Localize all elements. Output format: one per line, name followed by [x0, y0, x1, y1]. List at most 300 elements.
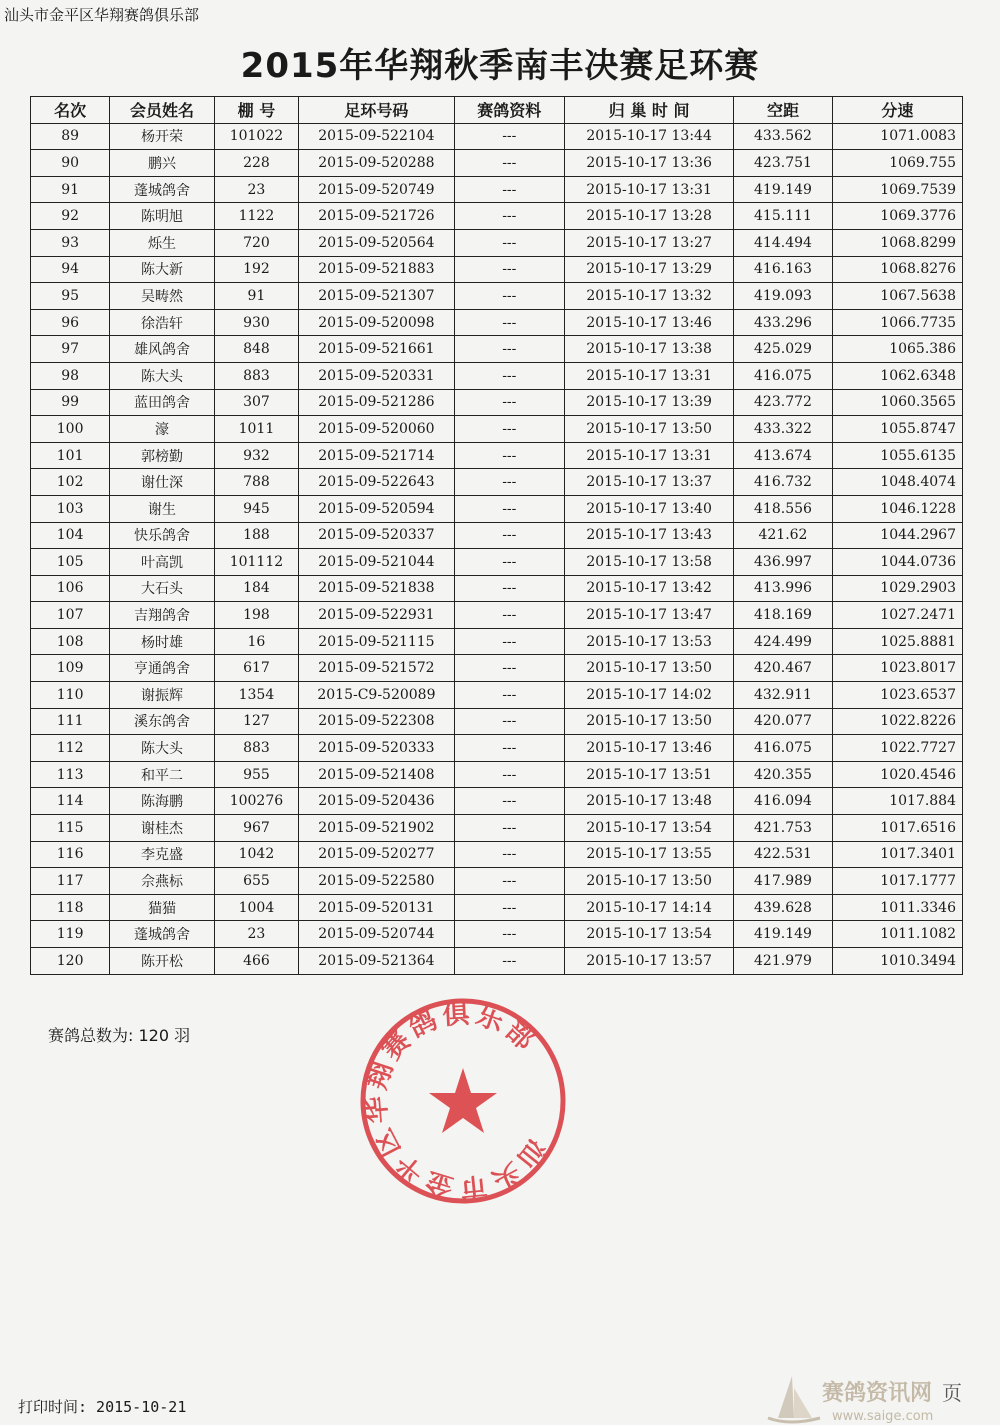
speed-cell: 1046.1228	[832, 495, 962, 522]
arrival-time-cell: 2015-10-17 13:46	[564, 309, 733, 336]
rank-cell: 89	[31, 123, 110, 150]
pigeon-info-cell: ---	[454, 256, 564, 283]
distance-cell: 416.094	[734, 788, 832, 815]
distance-cell: 421.979	[734, 948, 832, 975]
ring-number-cell: 2015-09-520749	[299, 176, 454, 203]
speed-cell: 1029.2903	[832, 575, 962, 602]
distance-cell: 425.029	[734, 336, 832, 363]
member-name-cell: 杨开荣	[110, 123, 214, 150]
table-row	[31, 682, 963, 709]
ring-number-cell: 2015-09-520436	[299, 788, 454, 815]
column-header-rank: 名次	[31, 97, 110, 124]
arrival-time-cell: 2015-10-17 13:31	[564, 176, 733, 203]
pigeon-info-cell: ---	[454, 416, 564, 443]
table-row	[31, 841, 963, 868]
member-name-cell: 鹏兴	[110, 150, 214, 177]
member-name-cell: 雄风鸽舍	[110, 336, 214, 363]
pigeon-info-cell: ---	[454, 761, 564, 788]
arrival-time-cell: 2015-10-17 13:43	[564, 522, 733, 549]
table-row	[31, 336, 963, 363]
ring-number-cell: 2015-09-521572	[299, 655, 454, 682]
speed-cell: 1048.4074	[832, 469, 962, 496]
speed-cell: 1017.6516	[832, 815, 962, 842]
seal-text: 汕头市金平区华翔赛鸽俱乐部	[360, 998, 553, 1205]
distance-cell: 417.989	[734, 868, 832, 895]
rank-cell: 120	[31, 948, 110, 975]
pigeon-info-cell: ---	[454, 921, 564, 948]
ring-number-cell: 2015-09-520333	[299, 735, 454, 762]
print-time: 打印时间: 2015-10-21	[18, 1398, 187, 1416]
club-seal-stamp	[358, 996, 568, 1206]
rank-cell: 96	[31, 309, 110, 336]
member-name-cell: 谢桂杰	[110, 815, 214, 842]
pigeon-info-cell: ---	[454, 123, 564, 150]
speed-cell: 1069.3776	[832, 203, 962, 230]
table-header-row	[31, 97, 963, 124]
pigeon-info-cell: ---	[454, 389, 564, 416]
pigeon-info-cell: ---	[454, 948, 564, 975]
pigeon-info-cell: ---	[454, 628, 564, 655]
arrival-time-cell: 2015-10-17 13:57	[564, 948, 733, 975]
ring-number-cell: 2015-09-520337	[299, 522, 454, 549]
member-name-cell: 陈明旭	[110, 203, 214, 230]
table-row	[31, 761, 963, 788]
speed-cell: 1068.8276	[832, 256, 962, 283]
loft-number-cell: 466	[214, 948, 299, 975]
column-header-info: 赛鸽资料	[454, 97, 564, 124]
ring-number-cell: 2015-09-520131	[299, 894, 454, 921]
member-name-cell: 烁生	[110, 229, 214, 256]
speed-cell: 1060.3565	[832, 389, 962, 416]
member-name-cell: 谢仕深	[110, 469, 214, 496]
loft-number-cell: 1354	[214, 682, 299, 709]
column-header-ring: 足环号码	[299, 97, 454, 124]
ring-number-cell: 2015-09-520564	[299, 229, 454, 256]
ring-number-cell: 2015-09-521408	[299, 761, 454, 788]
member-name-cell: 陈大头	[110, 362, 214, 389]
column-header-arrival: 归 巢 时 间	[564, 97, 733, 124]
table-row	[31, 868, 963, 895]
arrival-time-cell: 2015-10-17 13:55	[564, 841, 733, 868]
member-name-cell: 陈海鹏	[110, 788, 214, 815]
loft-number-cell: 1122	[214, 203, 299, 230]
speed-cell: 1022.7727	[832, 735, 962, 762]
pigeon-info-cell: ---	[454, 815, 564, 842]
table-row	[31, 788, 963, 815]
arrival-time-cell: 2015-10-17 13:27	[564, 229, 733, 256]
distance-cell: 420.467	[734, 655, 832, 682]
loft-number-cell: 198	[214, 602, 299, 629]
speed-cell: 1044.2967	[832, 522, 962, 549]
pigeon-info-cell: ---	[454, 309, 564, 336]
loft-number-cell: 192	[214, 256, 299, 283]
distance-cell: 416.732	[734, 469, 832, 496]
speed-cell: 1023.8017	[832, 655, 962, 682]
rank-cell: 90	[31, 150, 110, 177]
table-row	[31, 549, 963, 576]
loft-number-cell: 788	[214, 469, 299, 496]
site-watermark	[760, 1368, 1000, 1425]
arrival-time-cell: 2015-10-17 13:47	[564, 602, 733, 629]
page-suffix: 页	[942, 1381, 962, 1405]
table-row	[31, 283, 963, 310]
loft-number-cell: 23	[214, 921, 299, 948]
distance-cell: 421.753	[734, 815, 832, 842]
speed-cell: 1068.8299	[832, 229, 962, 256]
ring-number-cell: 2015-09-522931	[299, 602, 454, 629]
distance-cell: 423.772	[734, 389, 832, 416]
ring-number-cell: 2015-09-520744	[299, 921, 454, 948]
arrival-time-cell: 2015-10-17 13:38	[564, 336, 733, 363]
ring-number-cell: 2015-09-521307	[299, 283, 454, 310]
rank-cell: 113	[31, 761, 110, 788]
sail-logo-icon	[778, 1376, 794, 1418]
loft-number-cell: 101112	[214, 549, 299, 576]
pigeon-info-cell: ---	[454, 176, 564, 203]
pigeon-info-cell: ---	[454, 868, 564, 895]
rank-cell: 97	[31, 336, 110, 363]
pigeon-info-cell: ---	[454, 788, 564, 815]
table-row	[31, 655, 963, 682]
distance-cell: 416.075	[734, 362, 832, 389]
speed-cell: 1055.6135	[832, 442, 962, 469]
arrival-time-cell: 2015-10-17 13:39	[564, 389, 733, 416]
table-row	[31, 575, 963, 602]
distance-cell: 413.996	[734, 575, 832, 602]
arrival-time-cell: 2015-10-17 13:31	[564, 362, 733, 389]
ring-number-cell: 2015-09-522643	[299, 469, 454, 496]
member-name-cell: 杨时雄	[110, 628, 214, 655]
pigeon-info-cell: ---	[454, 469, 564, 496]
distance-cell: 432.911	[734, 682, 832, 709]
ring-number-cell: 2015-09-520060	[299, 416, 454, 443]
member-name-cell: 谢振辉	[110, 682, 214, 709]
rank-cell: 95	[31, 283, 110, 310]
member-name-cell: 溪东鸽舍	[110, 708, 214, 735]
speed-cell: 1069.7539	[832, 176, 962, 203]
distance-cell: 422.531	[734, 841, 832, 868]
rank-cell: 115	[31, 815, 110, 842]
loft-number-cell: 617	[214, 655, 299, 682]
speed-cell: 1071.0083	[832, 123, 962, 150]
speed-cell: 1025.8881	[832, 628, 962, 655]
table-row	[31, 495, 963, 522]
pigeon-info-cell: ---	[454, 203, 564, 230]
member-name-cell: 大石头	[110, 575, 214, 602]
pigeon-info-cell: ---	[454, 549, 564, 576]
arrival-time-cell: 2015-10-17 13:44	[564, 123, 733, 150]
loft-number-cell: 1042	[214, 841, 299, 868]
member-name-cell: 亨通鸽舍	[110, 655, 214, 682]
ring-number-cell: 2015-09-521286	[299, 389, 454, 416]
rank-cell: 110	[31, 682, 110, 709]
distance-cell: 420.355	[734, 761, 832, 788]
distance-cell: 416.075	[734, 735, 832, 762]
member-name-cell: 蓬城鸽舍	[110, 921, 214, 948]
rank-cell: 103	[31, 495, 110, 522]
rank-cell: 91	[31, 176, 110, 203]
table-row	[31, 123, 963, 150]
rank-cell: 98	[31, 362, 110, 389]
arrival-time-cell: 2015-10-17 13:54	[564, 815, 733, 842]
distance-cell: 418.169	[734, 602, 832, 629]
ring-number-cell: 2015-09-521883	[299, 256, 454, 283]
table-row	[31, 362, 963, 389]
pigeon-info-cell: ---	[454, 362, 564, 389]
member-name-cell: 郭榜勤	[110, 442, 214, 469]
ring-number-cell: 2015-09-521115	[299, 628, 454, 655]
arrival-time-cell: 2015-10-17 13:51	[564, 761, 733, 788]
member-name-cell: 吉翔鸽舍	[110, 602, 214, 629]
ring-number-cell: 2015-09-520288	[299, 150, 454, 177]
watermark-text: 赛鸽资讯网	[822, 1381, 933, 1406]
pigeon-info-cell: ---	[454, 522, 564, 549]
member-name-cell: 蓬城鸽舍	[110, 176, 214, 203]
ring-number-cell: 2015-09-522104	[299, 123, 454, 150]
loft-number-cell: 184	[214, 575, 299, 602]
arrival-time-cell: 2015-10-17 13:54	[564, 921, 733, 948]
ring-number-cell: 2015-09-520098	[299, 309, 454, 336]
table-row	[31, 442, 963, 469]
organization-name: 汕头市金平区华翔赛鸽俱乐部	[4, 6, 200, 24]
member-name-cell: 陈大头	[110, 735, 214, 762]
member-name-cell: 濠	[110, 416, 214, 443]
table-row	[31, 735, 963, 762]
loft-number-cell: 655	[214, 868, 299, 895]
rank-cell: 101	[31, 442, 110, 469]
ring-number-cell: 2015-09-522580	[299, 868, 454, 895]
distance-cell: 418.556	[734, 495, 832, 522]
speed-cell: 1062.6348	[832, 362, 962, 389]
loft-number-cell: 1004	[214, 894, 299, 921]
pigeon-info-cell: ---	[454, 575, 564, 602]
member-name-cell: 李克盛	[110, 841, 214, 868]
member-name-cell: 吴畴然	[110, 283, 214, 310]
distance-cell: 421.62	[734, 522, 832, 549]
rank-cell: 117	[31, 868, 110, 895]
distance-cell: 433.296	[734, 309, 832, 336]
column-header-speed: 分速	[832, 97, 962, 124]
loft-number-cell: 228	[214, 150, 299, 177]
distance-cell: 416.163	[734, 256, 832, 283]
ring-number-cell: 2015-09-520277	[299, 841, 454, 868]
speed-cell: 1011.1082	[832, 921, 962, 948]
ring-number-cell: 2015-09-521838	[299, 575, 454, 602]
rank-cell: 111	[31, 708, 110, 735]
pigeon-info-cell: ---	[454, 495, 564, 522]
member-name-cell: 快乐鸽舍	[110, 522, 214, 549]
column-header-member: 会员姓名	[110, 97, 214, 124]
table-row	[31, 416, 963, 443]
loft-number-cell: 127	[214, 708, 299, 735]
arrival-time-cell: 2015-10-17 13:29	[564, 256, 733, 283]
speed-cell: 1067.5638	[832, 283, 962, 310]
distance-cell: 423.751	[734, 150, 832, 177]
rank-cell: 92	[31, 203, 110, 230]
member-name-cell: 徐浩轩	[110, 309, 214, 336]
member-name-cell: 和平二	[110, 761, 214, 788]
column-header-loft: 棚 号	[214, 97, 299, 124]
speed-cell: 1010.3494	[832, 948, 962, 975]
distance-cell: 414.494	[734, 229, 832, 256]
table-row	[31, 921, 963, 948]
table-row	[31, 522, 963, 549]
loft-number-cell: 188	[214, 522, 299, 549]
rank-cell: 107	[31, 602, 110, 629]
rank-cell: 94	[31, 256, 110, 283]
loft-number-cell: 848	[214, 336, 299, 363]
ring-number-cell: 2015-09-521364	[299, 948, 454, 975]
arrival-time-cell: 2015-10-17 13:50	[564, 708, 733, 735]
distance-cell: 439.628	[734, 894, 832, 921]
pigeon-info-cell: ---	[454, 150, 564, 177]
watermark-url: www.saige.com	[832, 1409, 934, 1424]
rank-cell: 109	[31, 655, 110, 682]
ring-number-cell: 2015-09-521044	[299, 549, 454, 576]
pigeon-info-cell: ---	[454, 894, 564, 921]
loft-number-cell: 101022	[214, 123, 299, 150]
table-row	[31, 602, 963, 629]
table-row	[31, 708, 963, 735]
speed-cell: 1017.884	[832, 788, 962, 815]
rank-cell: 104	[31, 522, 110, 549]
pigeon-info-cell: ---	[454, 735, 564, 762]
loft-number-cell: 100276	[214, 788, 299, 815]
distance-cell: 436.997	[734, 549, 832, 576]
ring-number-cell: 2015-C9-520089	[299, 682, 454, 709]
rank-cell: 93	[31, 229, 110, 256]
loft-number-cell: 23	[214, 176, 299, 203]
table-row	[31, 150, 963, 177]
distance-cell: 419.149	[734, 921, 832, 948]
speed-cell: 1017.3401	[832, 841, 962, 868]
pigeon-info-cell: ---	[454, 682, 564, 709]
member-name-cell: 陈开松	[110, 948, 214, 975]
rank-cell: 102	[31, 469, 110, 496]
rank-cell: 105	[31, 549, 110, 576]
arrival-time-cell: 2015-10-17 13:40	[564, 495, 733, 522]
member-name-cell: 谢生	[110, 495, 214, 522]
loft-number-cell: 955	[214, 761, 299, 788]
ring-number-cell: 2015-09-520331	[299, 362, 454, 389]
arrival-time-cell: 2015-10-17 14:02	[564, 682, 733, 709]
distance-cell: 420.077	[734, 708, 832, 735]
rank-cell: 112	[31, 735, 110, 762]
loft-number-cell: 945	[214, 495, 299, 522]
loft-number-cell: 967	[214, 815, 299, 842]
ring-number-cell: 2015-09-521726	[299, 203, 454, 230]
rank-cell: 114	[31, 788, 110, 815]
arrival-time-cell: 2015-10-17 13:36	[564, 150, 733, 177]
member-name-cell: 叶高凯	[110, 549, 214, 576]
distance-cell: 413.674	[734, 442, 832, 469]
distance-cell: 419.149	[734, 176, 832, 203]
arrival-time-cell: 2015-10-17 13:32	[564, 283, 733, 310]
column-header-distance: 空距	[734, 97, 832, 124]
member-name-cell: 蓝田鸽舍	[110, 389, 214, 416]
ring-number-cell: 2015-09-521714	[299, 442, 454, 469]
arrival-time-cell: 2015-10-17 13:31	[564, 442, 733, 469]
ring-number-cell: 2015-09-521661	[299, 336, 454, 363]
member-name-cell: 佘燕标	[110, 868, 214, 895]
rank-cell: 100	[31, 416, 110, 443]
distance-cell: 433.322	[734, 416, 832, 443]
table-row	[31, 203, 963, 230]
arrival-time-cell: 2015-10-17 13:37	[564, 469, 733, 496]
table-row	[31, 309, 963, 336]
distance-cell: 433.562	[734, 123, 832, 150]
arrival-time-cell: 2015-10-17 13:48	[564, 788, 733, 815]
rank-cell: 116	[31, 841, 110, 868]
table-row	[31, 229, 963, 256]
rank-cell: 108	[31, 628, 110, 655]
speed-cell: 1017.1777	[832, 868, 962, 895]
pigeon-info-cell: ---	[454, 655, 564, 682]
loft-number-cell: 16	[214, 628, 299, 655]
arrival-time-cell: 2015-10-17 13:50	[564, 416, 733, 443]
member-name-cell: 猫猫	[110, 894, 214, 921]
speed-cell: 1069.755	[832, 150, 962, 177]
page-title: 2015年华翔秋季南丰决赛足环赛	[240, 46, 760, 86]
table-row	[31, 389, 963, 416]
pigeon-info-cell: ---	[454, 602, 564, 629]
speed-cell: 1022.8226	[832, 708, 962, 735]
arrival-time-cell: 2015-10-17 13:42	[564, 575, 733, 602]
speed-cell: 1066.7735	[832, 309, 962, 336]
distance-cell: 424.499	[734, 628, 832, 655]
loft-number-cell: 307	[214, 389, 299, 416]
table-row	[31, 948, 963, 975]
speed-cell: 1011.3346	[832, 894, 962, 921]
loft-number-cell: 91	[214, 283, 299, 310]
arrival-time-cell: 2015-10-17 13:50	[564, 655, 733, 682]
speed-cell: 1055.8747	[832, 416, 962, 443]
table-row	[31, 815, 963, 842]
loft-number-cell: 720	[214, 229, 299, 256]
speed-cell: 1065.386	[832, 336, 962, 363]
speed-cell: 1020.4546	[832, 761, 962, 788]
arrival-time-cell: 2015-10-17 14:14	[564, 894, 733, 921]
pigeon-info-cell: ---	[454, 841, 564, 868]
rank-cell: 99	[31, 389, 110, 416]
results-table	[30, 96, 963, 975]
table-row	[31, 256, 963, 283]
ring-number-cell: 2015-09-520594	[299, 495, 454, 522]
loft-number-cell: 883	[214, 362, 299, 389]
member-name-cell: 陈大新	[110, 256, 214, 283]
pigeon-info-cell: ---	[454, 229, 564, 256]
speed-cell: 1023.6537	[832, 682, 962, 709]
ring-number-cell: 2015-09-522308	[299, 708, 454, 735]
loft-number-cell: 932	[214, 442, 299, 469]
pigeon-info-cell: ---	[454, 708, 564, 735]
arrival-time-cell: 2015-10-17 13:53	[564, 628, 733, 655]
arrival-time-cell: 2015-10-17 13:50	[564, 868, 733, 895]
speed-cell: 1027.2471	[832, 602, 962, 629]
rank-cell: 118	[31, 894, 110, 921]
table-row	[31, 469, 963, 496]
pigeon-info-cell: ---	[454, 336, 564, 363]
table-row	[31, 176, 963, 203]
star-icon	[429, 1068, 497, 1133]
pigeon-info-cell: ---	[454, 283, 564, 310]
arrival-time-cell: 2015-10-17 13:46	[564, 735, 733, 762]
arrival-time-cell: 2015-10-17 13:28	[564, 203, 733, 230]
distance-cell: 419.093	[734, 283, 832, 310]
table-row	[31, 628, 963, 655]
speed-cell: 1044.0736	[832, 549, 962, 576]
loft-number-cell: 930	[214, 309, 299, 336]
